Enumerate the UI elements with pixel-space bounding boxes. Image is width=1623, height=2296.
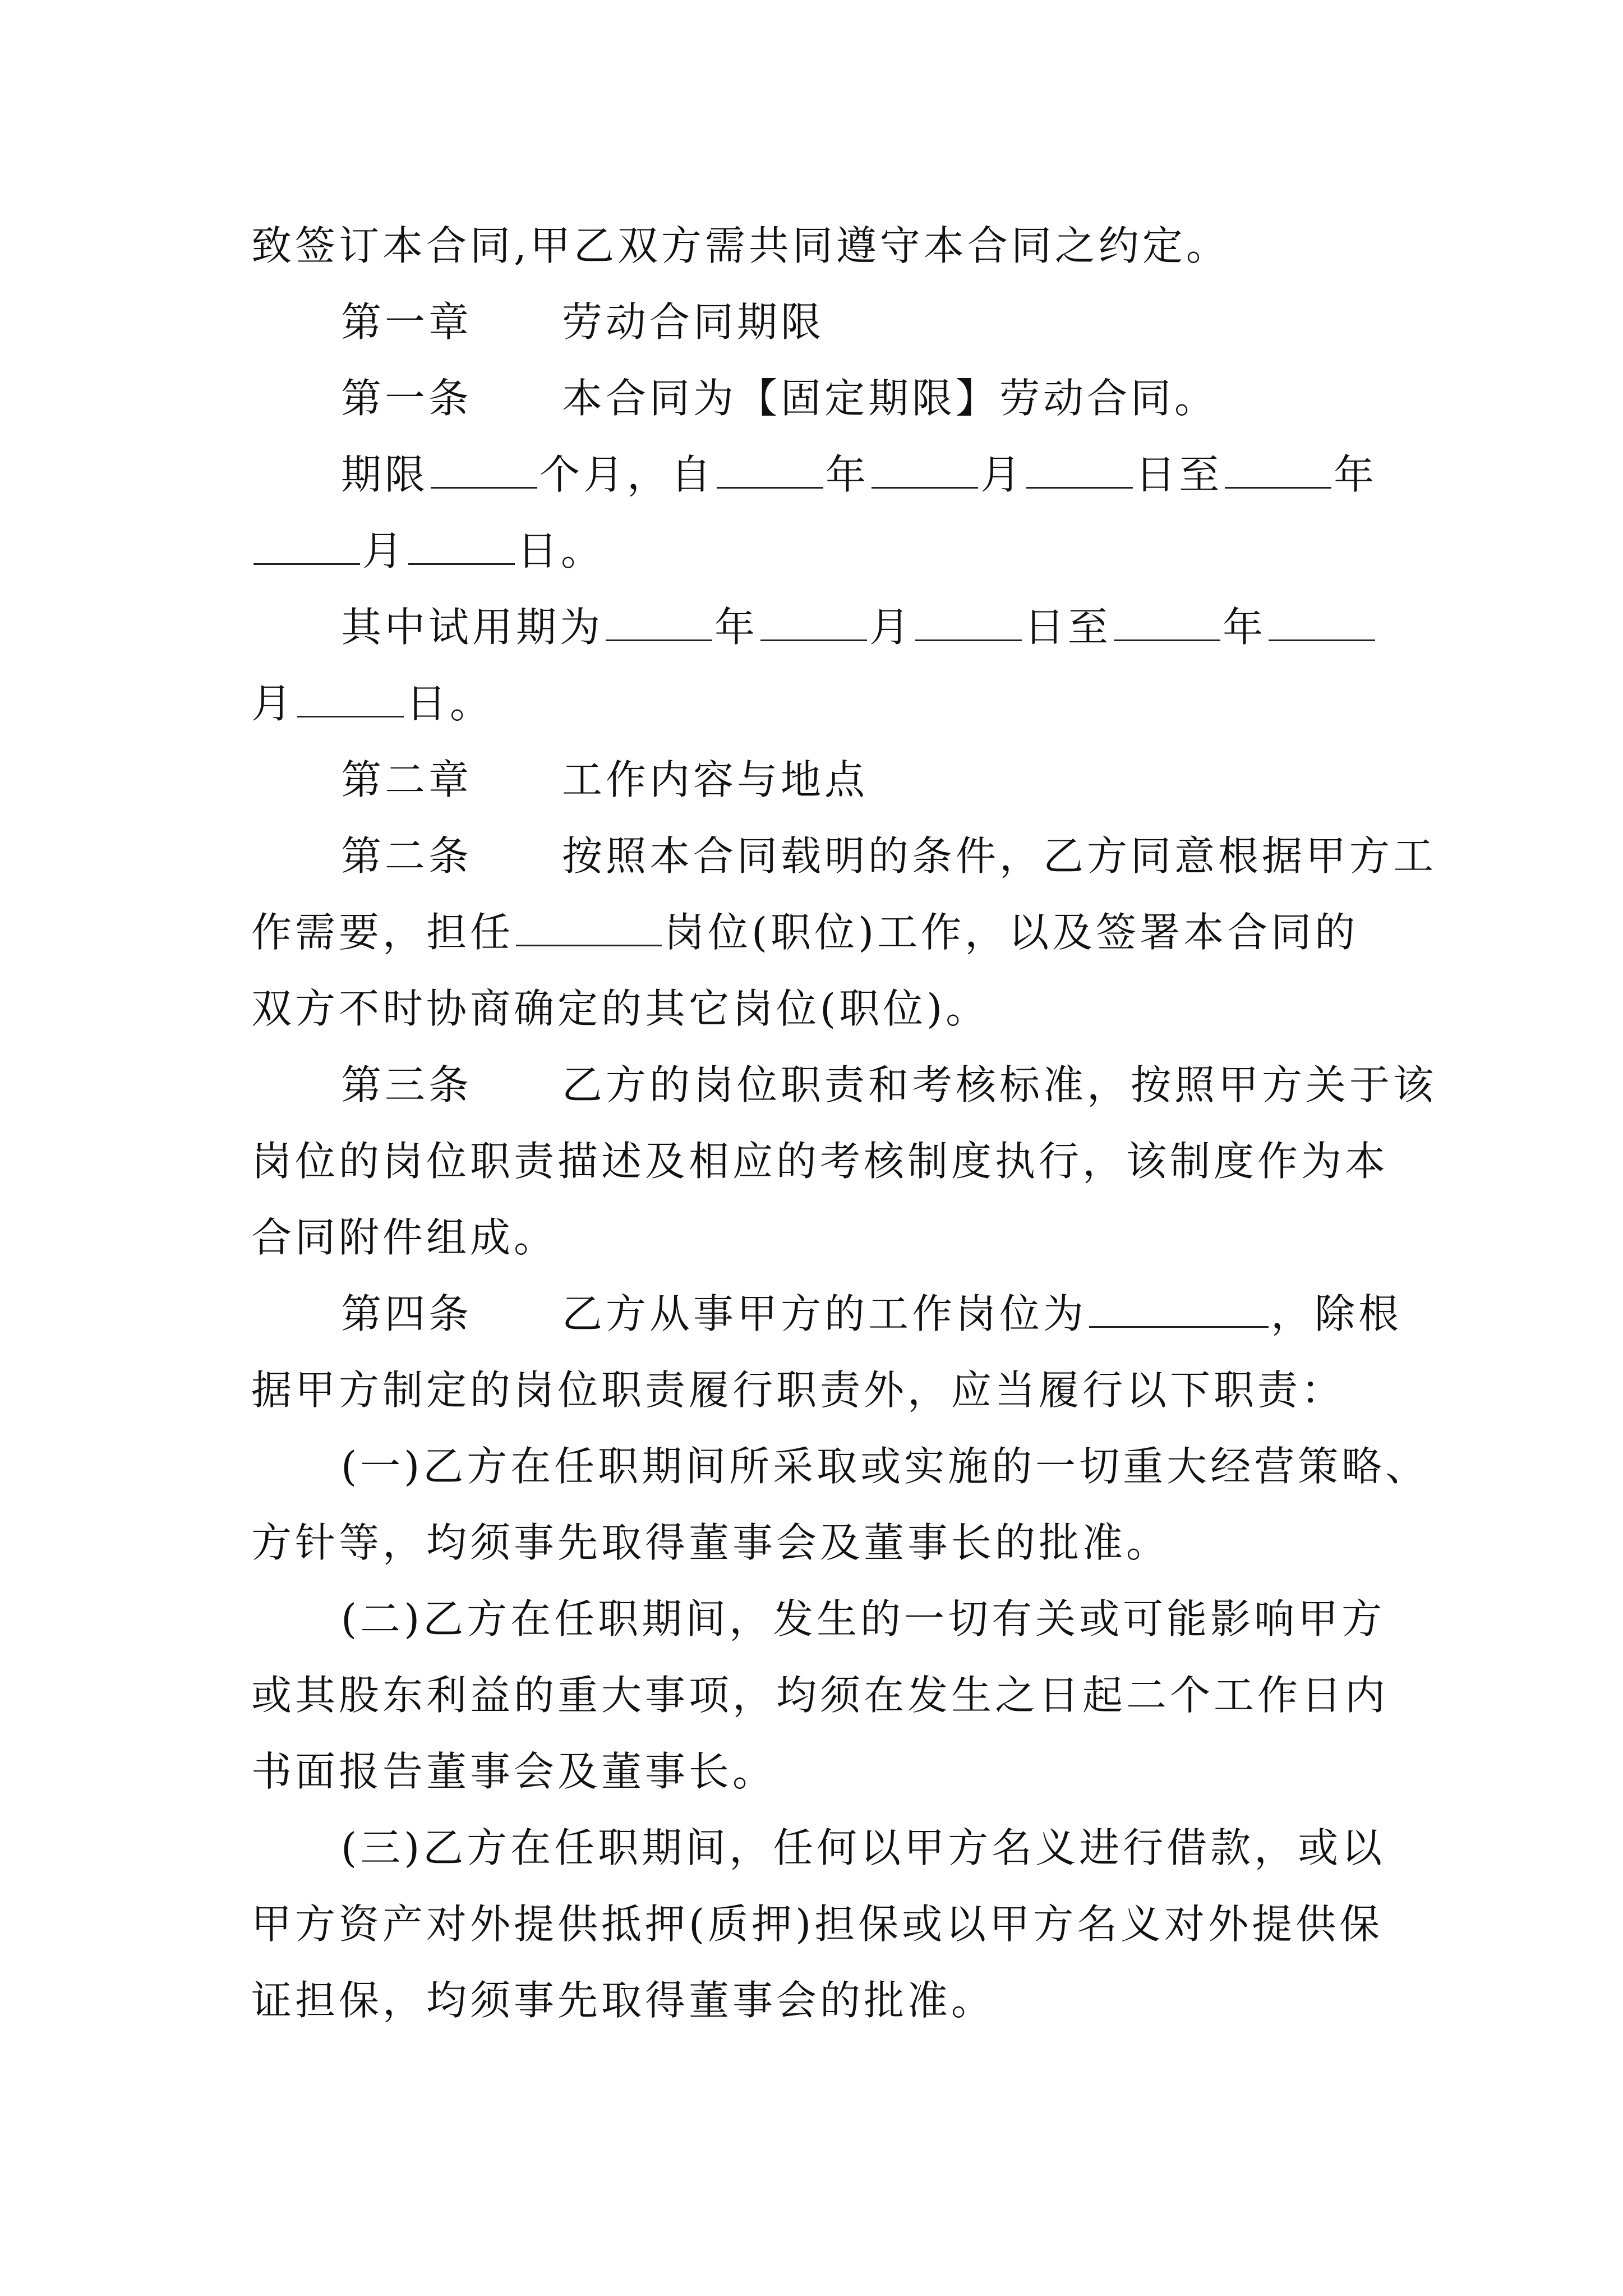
job-post-blank[interactable]: [1089, 1291, 1269, 1328]
term-end-month-label: 月: [362, 527, 407, 574]
term-start-year-blank[interactable]: [717, 452, 823, 489]
item-1-text-1: (一)乙方在任职期间所采取或实施的一切重大经营策略、: [341, 1443, 1430, 1490]
probation-end-year-label: 年: [1223, 604, 1267, 651]
article-3-line-2: [251, 1123, 1395, 1199]
article-3-text-1: 乙方的岗位职责和考核标准，按照甲方关于该: [562, 1061, 1437, 1108]
probation-line-1: [251, 589, 1395, 665]
term-end-year-label: 年: [1334, 451, 1378, 498]
article-2-line-2: [251, 894, 1395, 970]
item-2-text-1: (二)乙方在任职期间，发生的一切有关或可能影响甲方: [341, 1595, 1386, 1642]
term-months-label: 个月，自: [540, 451, 715, 498]
term-end-day-label: 日。: [517, 527, 605, 574]
article-3-line-1: [251, 1047, 1437, 1123]
chapter-2-heading: [251, 742, 1395, 818]
position-blank[interactable]: [516, 910, 662, 946]
probation-start-month-blank[interactable]: [760, 605, 867, 641]
chapter-2-title: 工作内容与地点: [562, 756, 869, 803]
probation-end-year-blank[interactable]: [1114, 605, 1220, 641]
term-end-year-blank[interactable]: [1225, 452, 1331, 489]
article-1: [251, 360, 1395, 436]
intro-tail-text: 致签订本合同,甲乙双方需共同遵守本合同之约定。: [251, 222, 1230, 269]
document-body: [251, 208, 1437, 2039]
probation-end-day-label: 日。: [406, 680, 494, 727]
term-prefix: 期限: [341, 451, 429, 498]
item-2-text-2: 或其股东利益的重大事项，均须在发生之日起二个工作日内: [251, 1672, 1389, 1719]
article-3-label: 第三条: [341, 1061, 473, 1108]
item-1-line-2: [251, 1504, 1395, 1581]
article-4-text-1b: ，除根: [1271, 1290, 1403, 1337]
probation-month-label: 月: [869, 604, 914, 651]
term-start-month-blank[interactable]: [872, 452, 978, 489]
article-2-line-3: [251, 970, 1395, 1047]
term-month-label: 月: [980, 451, 1025, 498]
chapter-1-title: 劳动合同期限: [562, 298, 825, 346]
term-line-1: [251, 436, 1395, 513]
article-2-text-2b: 岗位(职位)工作，以及签署本合同的: [664, 909, 1359, 956]
item-2-line-1: [251, 1581, 1395, 1657]
intro-tail-line: [251, 208, 1395, 284]
article-3-text-2: 岗位的岗位职责描述及相应的考核制度执行，该制度作为本: [251, 1138, 1389, 1185]
article-4-text-2: 据甲方制定的岗位职责履行职责外，应当履行以下职责：: [251, 1366, 1345, 1414]
article-2-text-3: 双方不时协商确定的其它岗位(职位)。: [251, 985, 990, 1032]
article-3-text-3: 合同附件组成。: [251, 1214, 558, 1261]
item-3-text-2: 甲方资产对外提供抵押(质押)担保或以甲方名义对外提供保: [251, 1901, 1384, 1948]
article-2-text-2a: 作需要，担任: [251, 909, 514, 956]
article-2-text-1: 按照本合同载明的条件，乙方同意根据甲方工: [562, 832, 1437, 880]
article-4-text-1a: 乙方从事甲方的工作岗位为: [562, 1290, 1087, 1337]
probation-start-day-blank[interactable]: [915, 605, 1022, 641]
item-2-text-3: 书面报告董事会及董事长。: [251, 1748, 777, 1795]
term-day-to-label: 日至: [1135, 451, 1223, 498]
chapter-2-label: 第二章: [341, 756, 473, 803]
term-year-label: 年: [826, 451, 870, 498]
article-1-text: 本合同为【固定期限】劳动合同。: [562, 375, 1219, 422]
term-start-day-blank[interactable]: [1026, 452, 1133, 489]
item-1-text-2: 方针等，均须事先取得董事会及董事长的批准。: [251, 1519, 1170, 1566]
term-line-2: [251, 513, 1395, 589]
article-4-line-2: [251, 1352, 1395, 1428]
probation-end-month-blank[interactable]: [1269, 605, 1375, 641]
chapter-1-label: 第一章: [341, 298, 473, 346]
probation-day-to-label: 日至: [1024, 604, 1112, 651]
probation-line-2: [251, 665, 1395, 742]
probation-start-year-blank[interactable]: [606, 605, 712, 641]
probation-prefix: 其中试用期为: [341, 604, 604, 651]
item-2-line-3: [251, 1733, 1395, 1810]
probation-end-day-blank[interactable]: [297, 681, 404, 717]
article-2-label: 第二条: [341, 832, 473, 880]
item-3-text-1: (三)乙方在任职期间，任何以甲方名义进行借款，或以: [341, 1824, 1386, 1871]
item-3-text-3: 证担保，均须事先取得董事会的批准。: [251, 1977, 995, 2024]
article-4-line-1: [251, 1276, 1403, 1352]
chapter-1-heading: [251, 284, 1395, 360]
term-end-month-blank[interactable]: [253, 528, 360, 565]
item-1-line-1: [251, 1428, 1430, 1504]
term-months-blank[interactable]: [431, 452, 537, 489]
item-2-line-2: [251, 1657, 1395, 1733]
article-3-line-3: [251, 1199, 1395, 1276]
probation-year-label: 年: [714, 604, 759, 651]
item-3-line-3: [251, 1962, 1395, 2039]
article-4-label: 第四条: [341, 1290, 473, 1337]
article-2-line-1: [251, 818, 1437, 894]
probation-end-month-label: 月: [251, 680, 296, 727]
article-1-label: 第一条: [341, 375, 473, 422]
item-3-line-1: [251, 1810, 1395, 1886]
item-3-line-2: [251, 1886, 1395, 1962]
term-end-day-blank[interactable]: [408, 528, 515, 565]
